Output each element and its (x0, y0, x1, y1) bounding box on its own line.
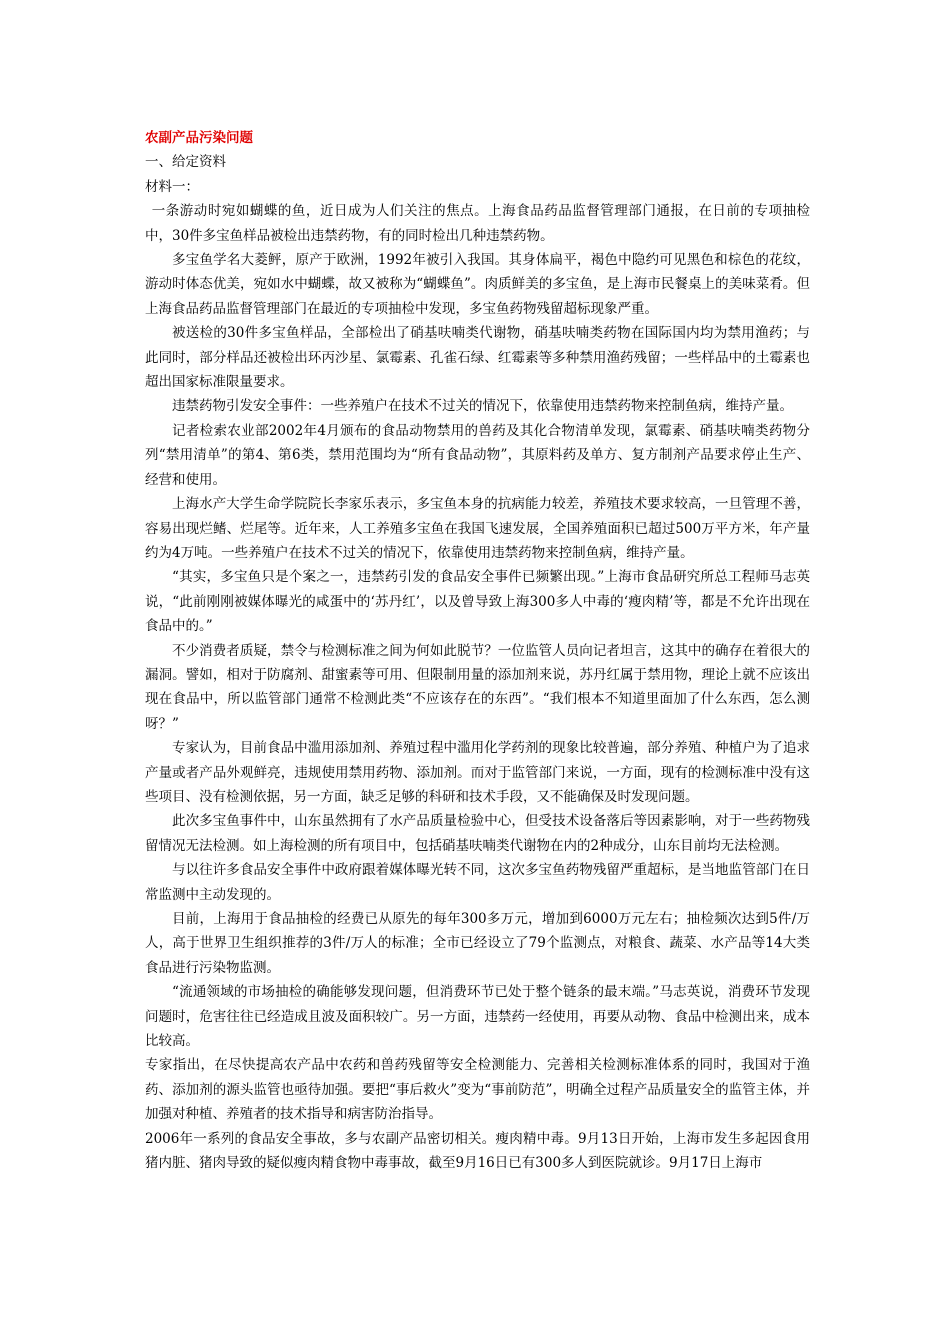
paragraph-1: 一条游动时宛如蝴蝶的鱼，近日成为人们关注的焦点。上海食品药品监督管理部门通报，在日前的专项抽检中，30件多宝鱼样品被检出违禁药物，有的同时检出几种违禁药物。 (145, 203, 810, 244)
paragraph-15: 2006年一系列的食品安全事故，多与农副产品密切相关。瘦肉精中毒。9月13日开始，上海市发生多起因食用猪内脏、猪肉导致的疑似瘦肉精食物中毒事故，截至9月16日已有300多人到医院就诊。9月17日上海市 (145, 1130, 810, 1172)
paragraph-9: 专家认为，目前食品中滥用添加剂、养殖过程中滥用化学药剂的现象比较普遍，部分养殖、种植户为了追求产量或者产品外观鲜亮，违规使用禁用药物、添加剂。而对于监管部门来说，一方面，现有的检测标准中没有这些项目、没有检测依据，另一方面，缺乏足够的科研和技术手段，又不能确保及时发现问题。 (145, 740, 810, 805)
document-title: 农副产品污染问题 (145, 130, 253, 146)
paragraph-3: 被送检的30件多宝鱼样品，全部检出了硝基呋喃类代谢物，硝基呋喃类药物在国际国内均为禁用渔药；与此同时，部分样品还被检出环丙沙星、氯霉素、孔雀石绿、红霉素等多种禁用渔药残留；一些样品中的土霉素也超出国家标准限量要求。 (145, 325, 810, 391)
paragraph-14: 专家指出，在尽快提高农产品中农药和兽药残留等安全检测能力、完善相关检测标准体系的同时，我国对于渔药、添加剂的源头监管也亟待加强。要把“事后救火”变为“事前防范”，明确全过程产品质量安全的监管主体，并加强对种植、养殖者的技术指导和病害防治指导。 (145, 1057, 810, 1123)
paragraph-6: 上海水产大学生命学院院长李家乐表示，多宝鱼本身的抗病能力较差，养殖技术要求较高，一旦管理不善，容易出现烂鳍、烂尾等。近年来，人工养殖多宝鱼在我国飞速发展，全国养殖面积已超过500万平方米，年产量约为4万吨。一些养殖户在技术不过关的情况下，依靠使用违禁药物来控制鱼病，维持产量。 (145, 496, 810, 561)
paragraph-4: 违禁药物引发安全事件：一些养殖户在技术不过关的情况下，依靠使用违禁药物来控制鱼病，维持产量。 (172, 398, 793, 415)
paragraph-5: 记者检索农业部2002年4月颁布的食品动物禁用的兽药及其化合物清单发现，氯霉素、硝基呋喃类药物分列“禁用清单”的第4、第6类，禁用范围均为“所有食品动物”，其原料药及单方、复方制剂产品要求停止生产、经营和使用。 (145, 422, 810, 488)
paragraph-13: “流通领域的市场抽检的确能够发现问题，但消费环节已处于整个链条的最末端。”马志英说，消费环节发现问题时，危害往往已经造成且波及面积较广。另一方面，违禁药一经使用，再要从动物、食品中检测出来，成本比较高。 (145, 984, 810, 1050)
material-heading: 材料一： (145, 178, 199, 195)
paragraph-8: 不少消费者质疑，禁令与检测标准之间为何如此脱节？一位监管人员向记者坦言，这其中的确存在着很大的漏洞。譬如，相对于防腐剂、甜蜜素等可用、但限制用量的添加剂来说，苏丹红属于禁用物，理论上就不应该出现在食品中，所以监管部门通常不检测此类“不应该存在的东西”。“我们根本不知道里面加了什么东西，怎么测呀？” (145, 642, 810, 732)
section-heading: 一、给定资料 (145, 154, 226, 171)
document-body (145, 126, 810, 1175)
paragraph-7: “其实，多宝鱼只是个案之一，违禁药引发的食品安全事件已频繁出现。”上海市食品研究所总工程师马志英说，“此前刚刚被媒体曝光的咸蛋中的‘苏丹红’，以及曾导致上海300多人中毒的‘瘦肉精’等，都是不允许出现在食品中的。” (145, 569, 810, 635)
paragraph-12: 目前，上海用于食品抽检的经费已从原先的每年300多万元，增加到6000万元左右；抽检频次达到5件/万人，高于世界卫生组织推荐的3件/万人的标准；全市已经设立了79个监测点，对粮食、蔬菜、水产品等14大类食品进行污染物监测。 (145, 911, 810, 976)
paragraph-11: 与以往许多食品安全事件中政府跟着媒体曝光转不同，这次多宝鱼药物残留严重超标，是当地监管部门在日常监测中主动发现的。 (145, 862, 810, 903)
paragraph-2: 多宝鱼学名大菱鲆，原产于欧洲，1992年被引入我国。其身体扁平，褐色中隐约可见黑色和棕色的花纹，游动时体态优美，宛如水中蝴蝶，故又被称为“蝴蝶鱼”。肉质鲜美的多宝鱼，是上海市民餐桌上的美味菜肴。但上海食品药品监督管理部门在最近的专项抽检中发现，多宝鱼药物残留超标现象严重。 (145, 252, 810, 317)
paragraph-10: 此次多宝鱼事件中，山东虽然拥有了水产品质量检验中心，但受技术设备落后等因素影响，对于一些药物残留情况无法检测。如上海检测的所有项目中，包括硝基呋喃类代谢物在内的2种成分，山东目前均无法检测。 (145, 813, 810, 854)
